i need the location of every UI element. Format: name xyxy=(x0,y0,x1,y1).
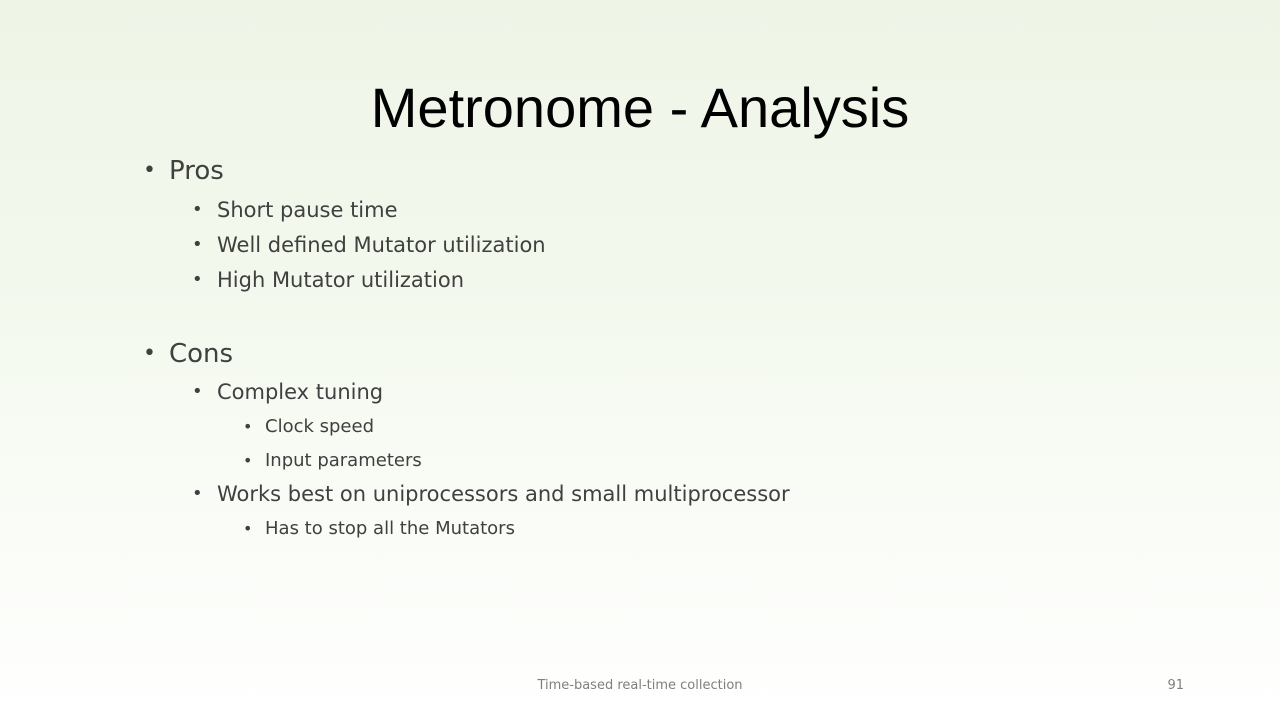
bullet-icon: • xyxy=(243,451,253,470)
list-item xyxy=(192,378,384,406)
list-item-label: Pros xyxy=(169,156,224,186)
list-item-label: Short pause time xyxy=(217,198,398,222)
list-item-cons xyxy=(143,337,234,371)
list-item-label: High Mutator utilization xyxy=(217,268,465,292)
bullet-icon: • xyxy=(243,519,253,538)
list-item-label: Well defined Mutator utilization xyxy=(217,233,546,257)
bullet-icon: • xyxy=(243,417,253,436)
page-number: 91 xyxy=(1167,678,1184,693)
bullet-icon: • xyxy=(143,158,156,183)
list-item xyxy=(243,517,515,541)
bullet-icon: • xyxy=(192,483,203,504)
list-item-label: Input parameters xyxy=(265,450,422,471)
list-item xyxy=(192,266,465,294)
list-item xyxy=(192,196,398,224)
footer-text: Time-based real-time collection xyxy=(537,678,743,693)
list-item-pros xyxy=(143,154,224,188)
list-item-label: Clock speed xyxy=(265,416,375,437)
list-item-label: Has to stop all the Mutators xyxy=(265,518,515,539)
list-item xyxy=(243,415,375,439)
slide-title: Metronome - Analysis xyxy=(370,76,910,139)
bullet-icon: • xyxy=(192,234,203,255)
list-item-label: Complex tuning xyxy=(217,380,384,404)
list-item xyxy=(192,231,546,259)
bullet-icon: • xyxy=(143,341,156,366)
list-item-label: Cons xyxy=(169,339,234,369)
list-item-label: Works best on uniprocessors and small multiprocessor xyxy=(217,482,790,506)
bullet-icon: • xyxy=(192,199,203,220)
bullet-icon: • xyxy=(192,269,203,290)
list-item xyxy=(243,449,422,473)
bullet-icon: • xyxy=(192,381,203,402)
list-item xyxy=(192,480,790,508)
